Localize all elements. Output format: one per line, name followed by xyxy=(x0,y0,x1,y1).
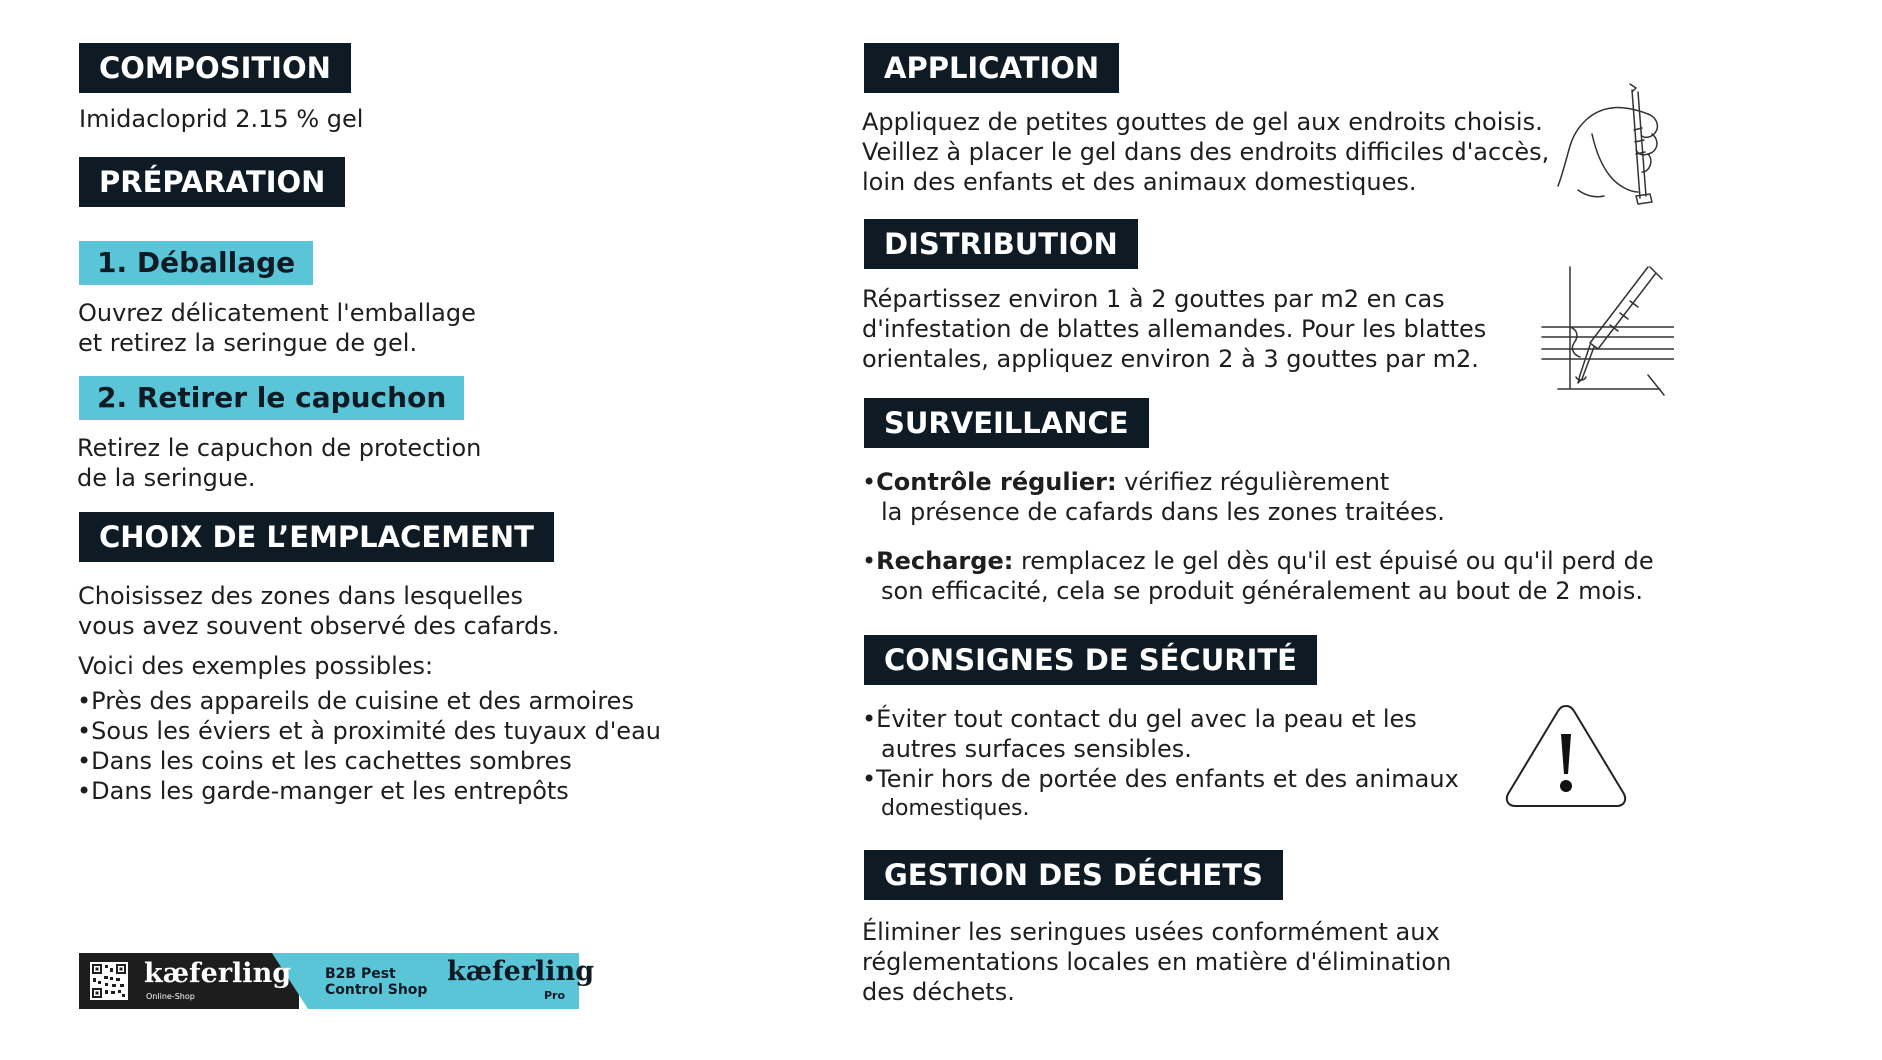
step1-heading: 1. Déballage xyxy=(79,241,313,285)
waste-line: des déchets. xyxy=(862,978,1015,1006)
safety-list xyxy=(862,704,1459,824)
safety-item: •Éviter tout contact du gel avec la peau et les xyxy=(862,705,1417,733)
step2-heading: 2. Retirer le capuchon xyxy=(79,376,464,420)
composition-text: Imidacloprid 2.15 % gel xyxy=(79,105,364,133)
warning-triangle-icon xyxy=(1504,702,1628,808)
location-text xyxy=(78,581,559,641)
b2b-line: Control Shop xyxy=(325,982,428,998)
hand-syringe-icon xyxy=(1552,80,1672,206)
bullet: • xyxy=(862,468,877,496)
waste-line: réglementations locales en matière d'élimination xyxy=(862,948,1452,976)
monitoring-item xyxy=(862,467,1445,527)
application-line: Appliquez de petites gouttes de gel aux endroits choisis. xyxy=(862,108,1543,136)
examples-list xyxy=(77,686,661,806)
distribution-line: orientales, appliquez environ 2 à 3 gouttes par m2. xyxy=(862,345,1479,373)
brand-logo-left: kæferling xyxy=(144,958,292,989)
composition-heading: COMPOSITION xyxy=(79,43,351,93)
b2b-label xyxy=(325,966,427,998)
example-item: •Sous les éviers et à proximité des tuyaux d'eau xyxy=(77,717,661,745)
step1-line: et retirez la seringue de gel. xyxy=(78,329,418,357)
step2-line: de la seringue. xyxy=(77,464,256,492)
example-item: •Dans les garde-manger et les entrepôts xyxy=(77,777,569,805)
location-line: Choisissez des zones dans lesquelles xyxy=(78,582,524,610)
safety-item-continuation: autres surfaces sensibles. xyxy=(881,735,1192,763)
bullet: • xyxy=(862,547,877,575)
brand-logo-left-sub: Online-Shop xyxy=(146,992,195,1001)
syringe-corner-icon xyxy=(1540,265,1674,397)
distribution-line: d'infestation de blattes allemandes. Pour les blattes xyxy=(862,315,1487,343)
waste-text xyxy=(862,917,1451,1007)
application-line: loin des enfants et des animaux domestiques. xyxy=(862,168,1417,196)
distribution-heading: DISTRIBUTION xyxy=(864,219,1138,269)
step1-line: Ouvrez délicatement l'emballage xyxy=(78,299,476,327)
waste-heading: GESTION DES DÉCHETS xyxy=(864,850,1283,900)
application-line: Veillez à placer le gel dans des endroits difficiles d'accès, xyxy=(862,138,1550,166)
safety-item: •Tenir hors de portée des enfants et des animaux xyxy=(862,765,1459,793)
application-heading: APPLICATION xyxy=(864,43,1119,93)
location-line: vous avez souvent observé des cafards. xyxy=(78,612,560,640)
monitoring-item-text: remplacez le gel dès qu'il est épuisé ou qu'il perd de xyxy=(1013,547,1654,575)
monitoring-item-label: Contrôle régulier: xyxy=(876,468,1117,496)
brand-logo-right: kæferling xyxy=(447,956,595,987)
safety-item-continuation: domestiques. xyxy=(881,796,1030,821)
b2b-line: B2B Pest xyxy=(325,966,396,982)
location-heading: CHOIX DE L’EMPLACEMENT xyxy=(79,512,554,562)
brand-logo-right-sub: Pro xyxy=(544,989,566,1002)
monitoring-item-label: Recharge: xyxy=(876,547,1014,575)
monitoring-item-text: vérifiez régulièrement xyxy=(1116,468,1390,496)
monitoring-heading: SURVEILLANCE xyxy=(864,398,1149,448)
preparation-heading: PRÉPARATION xyxy=(79,157,345,207)
monitoring-item xyxy=(862,546,1654,606)
monitoring-item-continuation: la présence de cafards dans les zones traitées. xyxy=(881,498,1445,526)
examples-intro: Voici des exemples possibles: xyxy=(78,652,434,680)
monitoring-item-first xyxy=(862,467,1445,497)
example-item: •Près des appareils de cuisine et des armoires xyxy=(77,687,634,715)
step1-text xyxy=(78,298,476,358)
monitoring-item-first xyxy=(862,546,1654,576)
waste-line: Éliminer les seringues usées conformément aux xyxy=(862,918,1440,946)
distribution-line: Répartissez environ 1 à 2 gouttes par m2 en cas xyxy=(862,285,1445,313)
qr-code-icon xyxy=(90,962,128,1000)
step2-line: Retirez le capuchon de protection xyxy=(77,434,482,462)
monitoring-item-continuation: son efficacité, cela se produit généralement au bout de 2 mois. xyxy=(881,577,1643,605)
distribution-text xyxy=(862,284,1486,374)
application-text xyxy=(862,107,1549,197)
safety-heading: CONSIGNES DE SÉCURITÉ xyxy=(864,635,1317,685)
example-item: •Dans les coins et les cachettes sombres xyxy=(77,747,572,775)
step2-text xyxy=(77,433,481,493)
